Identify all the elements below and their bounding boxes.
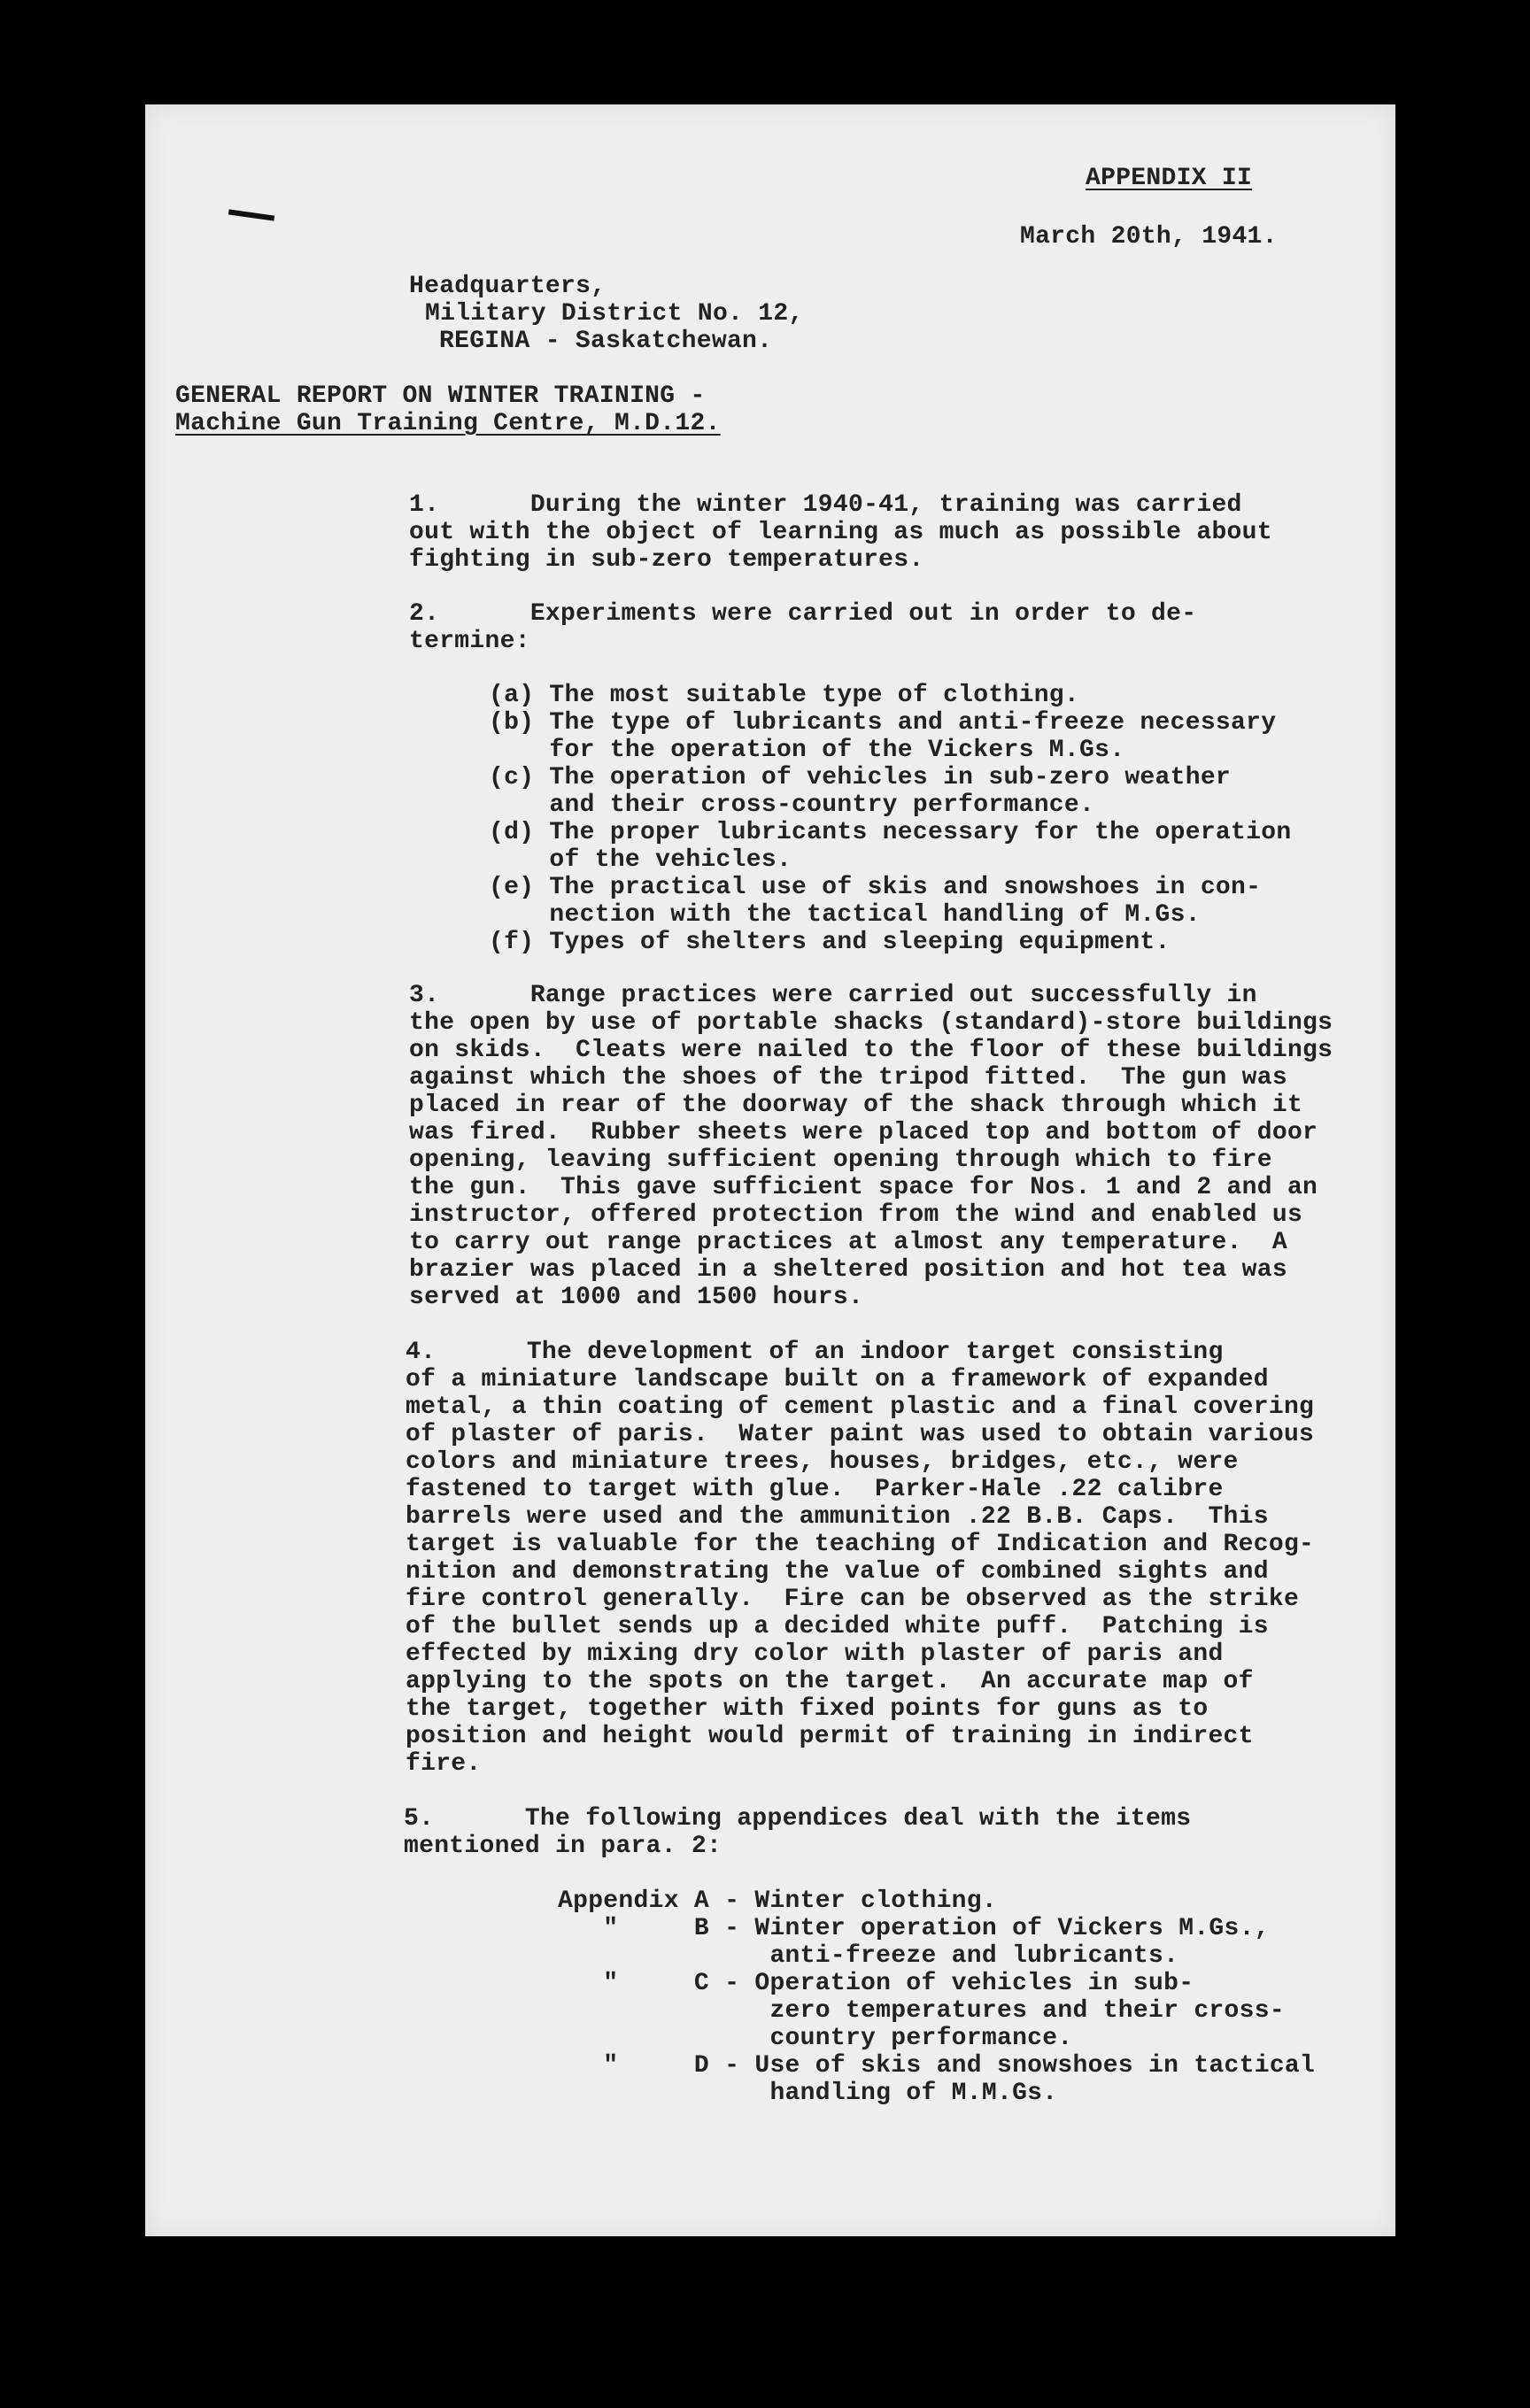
paragraph-line: placed in rear of the doorway of the shack through which it — [409, 1092, 1303, 1119]
list-item: (d) The proper lubricants necessary for the operation — [489, 819, 1292, 846]
paragraph-line: the gun. This gave sufficient space for Nos. 1 and 2 and an — [409, 1174, 1318, 1201]
paragraph-line: brazier was placed in a sheltered position and hot tea was — [409, 1256, 1287, 1284]
list-item: for the operation of the Vickers M.Gs. — [489, 737, 1125, 764]
paragraph-line: of plaster of paris. Water paint was used to obtain various — [406, 1421, 1315, 1448]
paragraph-line: served at 1000 and 1500 hours. — [409, 1284, 864, 1311]
paragraph-line: nition and demonstrating the value of combined sights and — [406, 1558, 1269, 1586]
list-item: and their cross-country performance. — [489, 791, 1095, 819]
paragraph-line: fastened to target with glue. Parker-Hale .22 calibre — [406, 1476, 1224, 1503]
paragraph-line: 3. Range practices were carried out successfully in — [409, 982, 1257, 1009]
paragraph-line: effected by mixing dry color with plaster of paris and — [406, 1640, 1224, 1668]
paragraph-line: was fired. Rubber sheets were placed top and bottom of door — [409, 1119, 1318, 1146]
paragraph-line: instructor, offered protection from the wind and enabled us — [409, 1201, 1303, 1229]
paragraph-line: fire control generally. Fire can be observed as the strike — [406, 1586, 1300, 1613]
paragraph-line: mentioned in para. 2: — [404, 1833, 722, 1860]
paragraph-line: fire. — [406, 1750, 482, 1778]
appendix-item: handling of M.M.Gs. — [558, 2080, 1058, 2107]
paragraph-line: on skids. Cleats were nailed to the floor of these buildings — [409, 1037, 1333, 1064]
appendix-item: country performance. — [558, 2025, 1073, 2052]
paragraph-line: position and height would permit of training in indirect — [406, 1723, 1254, 1750]
paragraph-line: colors and miniature trees, houses, bridges, etc., were — [406, 1448, 1239, 1476]
paragraph-line: termine: — [409, 628, 530, 655]
appendix-item: anti-freeze and lubricants. — [558, 1942, 1179, 1970]
paragraph-line: barrels were used and the ammunition .22 B.B. Caps. This — [406, 1503, 1269, 1531]
report-date: March 20th, 1941. — [1020, 223, 1278, 251]
address-line: Military District No. 12, — [425, 300, 804, 328]
list-item: (a) The most suitable type of clothing. — [489, 682, 1080, 709]
appendix-item: " C - Operation of vehicles in sub- — [558, 1970, 1194, 1997]
list-item: (e) The practical use of skis and snowshoes in con- — [489, 874, 1262, 901]
paragraph-line: metal, a thin coating of cement plastic and a final covering — [406, 1393, 1315, 1421]
paragraph-line: against which the shoes of the tripod fitted. The gun was — [409, 1064, 1287, 1092]
paragraph-line: applying to the spots on the target. An accurate map of — [406, 1668, 1254, 1695]
list-item: (c) The operation of vehicles in sub-zero weather — [489, 764, 1232, 791]
paragraph-line: 4. The development of an indoor target consisting — [406, 1339, 1224, 1366]
paragraph-line: the open by use of portable shacks (standard)-store buildings — [409, 1009, 1333, 1037]
address-line: REGINA - Saskatchewan. — [439, 328, 773, 355]
paragraph-line: opening, leaving sufficient opening through which to fire — [409, 1146, 1272, 1174]
paragraph-line: 2. Experiments were carried out in order to de- — [409, 600, 1197, 628]
subject-line: GENERAL REPORT ON WINTER TRAINING - — [175, 382, 706, 410]
paragraph-line: out with the object of learning as much as possible about — [409, 519, 1272, 546]
paragraph-line: 5. The following appendices deal with the items — [404, 1805, 1192, 1833]
paragraph-line: to carry out range practices at almost any temperature. A — [409, 1229, 1287, 1256]
paragraph-line: target is valuable for the teaching of Indication and Recog- — [406, 1531, 1315, 1558]
appendix-item: zero temperatures and their cross- — [558, 1997, 1285, 2025]
subject-line: Machine Gun Training Centre, M.D.12. — [175, 410, 721, 437]
list-item: (f) Types of shelters and sleeping equipment. — [489, 929, 1171, 956]
paragraph-line: of a miniature landscape built on a framework of expanded — [406, 1366, 1269, 1393]
paragraph-line: of the bullet sends up a decided white puff. Patching is — [406, 1613, 1269, 1640]
appendix-item: " D - Use of skis and snowshoes in tactical — [558, 2052, 1316, 2080]
paragraph-line: 1. During the winter 1940-41, training was carried — [409, 491, 1242, 519]
appendix-item: " B - Winter operation of Vickers M.Gs., — [558, 1915, 1270, 1942]
address-line: Headquarters, — [409, 273, 607, 300]
paragraph-line: fighting in sub-zero temperatures. — [409, 546, 924, 574]
paragraph-line: the target, together with fixed points for guns as to — [406, 1695, 1209, 1723]
appendix-item: Appendix A - Winter clothing. — [558, 1887, 997, 1915]
list-item: of the vehicles. — [489, 846, 792, 874]
list-item: (b) The type of lubricants and anti-freeze necessary — [489, 709, 1277, 737]
appendix-heading: APPENDIX II — [1086, 165, 1253, 192]
list-item: nection with the tactical handling of M.Gs. — [489, 901, 1201, 929]
